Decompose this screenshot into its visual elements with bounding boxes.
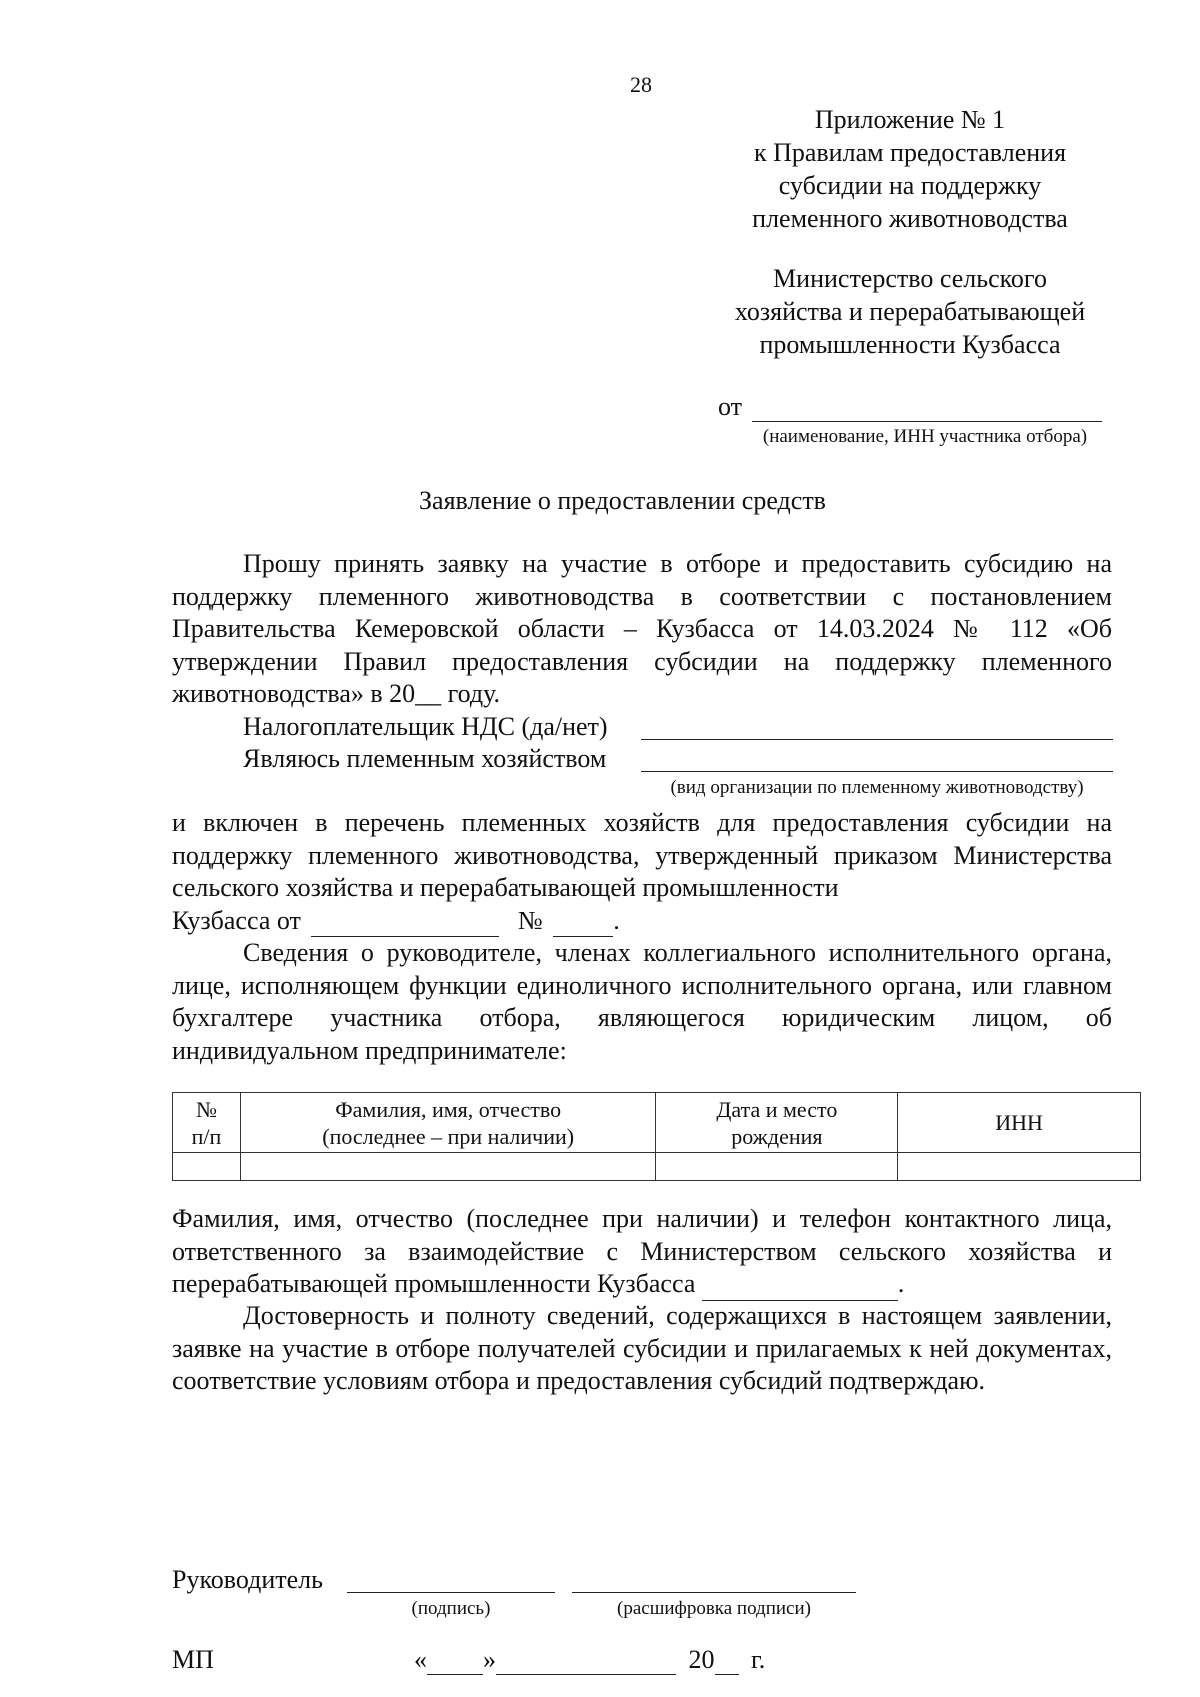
date-field (414, 1645, 765, 1675)
registry-number-blank[interactable] (553, 912, 613, 937)
header-birth: Дата и место рождения (656, 1093, 898, 1153)
contact-end: . (897, 1269, 905, 1298)
paragraph-persons (172, 937, 1112, 1067)
paragraph-contact (172, 1203, 1112, 1301)
table-cell[interactable] (240, 1153, 656, 1181)
paragraph-registry-text: и включен в перечень племенных хозяйств для предоставления субсидии на поддержку племенного животноводства, утвержденный приказом Министерства сельского хозяйства и перерабатывающей промышленности (172, 808, 1112, 902)
breeding-row (243, 744, 1113, 776)
header-inn: ИНН (898, 1093, 1141, 1153)
date-month-blank[interactable] (496, 1650, 676, 1675)
signature-caption: (подпись) (411, 1598, 491, 1619)
date-open-quote: « (414, 1645, 427, 1674)
table-cell[interactable] (173, 1153, 241, 1181)
registry-date-blank[interactable] (311, 912, 499, 937)
from-row (718, 392, 1118, 422)
signature-row (172, 1565, 872, 1597)
table-cell[interactable] (898, 1153, 1141, 1181)
contact-blank-line[interactable] (702, 1276, 898, 1301)
table-cell[interactable] (656, 1153, 898, 1181)
vat-label: Налогоплательщик НДС (да/нет) (243, 712, 608, 741)
signature-label: Руководитель (172, 1565, 323, 1594)
year-prefix: 20 (688, 1645, 715, 1674)
staff-table (172, 1092, 1141, 1181)
appendix-heading (700, 103, 1120, 235)
paragraph-confirm (172, 1300, 1112, 1398)
addressee-line: хозяйства и перерабатывающей (734, 297, 1086, 326)
from-caption: (наименование, ИНН участника отбора) (762, 426, 1088, 447)
addressee-block (700, 262, 1120, 361)
registry-no-label: № (517, 905, 543, 935)
appendix-line: племенного животноводства (752, 204, 1068, 233)
stamp-date-row (172, 1645, 972, 1677)
year-blank[interactable] (715, 1650, 739, 1675)
breeding-caption: (вид организации по племенному животноводству) (670, 777, 1084, 798)
date-close-quote: » (483, 1645, 496, 1674)
page-number: 28 (630, 72, 652, 97)
contact-text: Фамилия, имя, отчество (последнее при наличии) и телефон контактного лица, ответственного за взаимодействие с Министерством сельского хозяйства и перерабатывающей промышленности Кузбасса (172, 1204, 1112, 1298)
stamp-label: МП (172, 1645, 214, 1674)
paragraph-request-text: Прошу принять заявку на участие в отборе и предоставить субсидию на поддержку племенного животноводства в соответствии с постановлением Правительства Кемеровской области – Кузбасса от 14.03.2024 № 112 «Об утверждении Правил предоставления субсидии на поддержку племенного животноводства» в 20__ году. (172, 549, 1112, 708)
paragraph-persons-text: Сведения о руководителе, членах коллегиального исполнительного органа, лице, исполняющем функции единоличного исполнительного органа, или главном бухгалтере участника отбора, являющегося юридическим лицом, об индивидуальном предпринимателе: (172, 938, 1112, 1065)
header-number: № п/п (173, 1093, 241, 1153)
appendix-line: Приложение № 1 (814, 105, 1006, 134)
year-suffix: г. (751, 1645, 766, 1674)
table-row (173, 1153, 1141, 1181)
registry-end: . (613, 905, 620, 935)
addressee-line: промышленности Кузбасса (759, 330, 1061, 359)
table-header-row (173, 1093, 1141, 1153)
from-blank-line[interactable] (752, 397, 1102, 422)
addressee-line: Министерство сельского (773, 264, 1047, 293)
header-fullname: Фамилия, имя, отчество (последнее – при наличии) (240, 1093, 656, 1153)
appendix-line: субсидии на поддержку (778, 171, 1042, 200)
paragraph-registry-tail (172, 905, 1112, 938)
breeding-blank-line[interactable] (641, 771, 1113, 772)
signature-decode-blank-line[interactable] (572, 1592, 856, 1593)
vat-blank-line[interactable] (641, 739, 1113, 740)
document-title: Заявление о предоставлении средств (419, 486, 826, 515)
paragraph-request (172, 548, 1112, 711)
paragraph-confirm-text: Достоверность и полноту сведений, содержащихся в настоящем заявлении, заявке на участие в отборе получателей субсидии и прилагаемых к ней документах, соответствие условиям отбора и предоставления субсидий подтверждаю. (172, 1301, 1112, 1395)
signature-blank-line[interactable] (347, 1592, 555, 1593)
appendix-line: к Правилам предоставления (753, 138, 1067, 167)
paragraph-registry (172, 807, 1112, 937)
paragraph-contact-text (172, 1203, 1112, 1301)
date-day-blank[interactable] (427, 1650, 483, 1675)
vat-row (243, 712, 1113, 744)
breeding-label: Являюсь племенным хозяйством (243, 744, 607, 773)
signature-decode-caption: (расшифровка подписи) (617, 1598, 811, 1619)
from-label: от (718, 392, 743, 421)
registry-from-label: Кузбасса от (172, 905, 301, 935)
